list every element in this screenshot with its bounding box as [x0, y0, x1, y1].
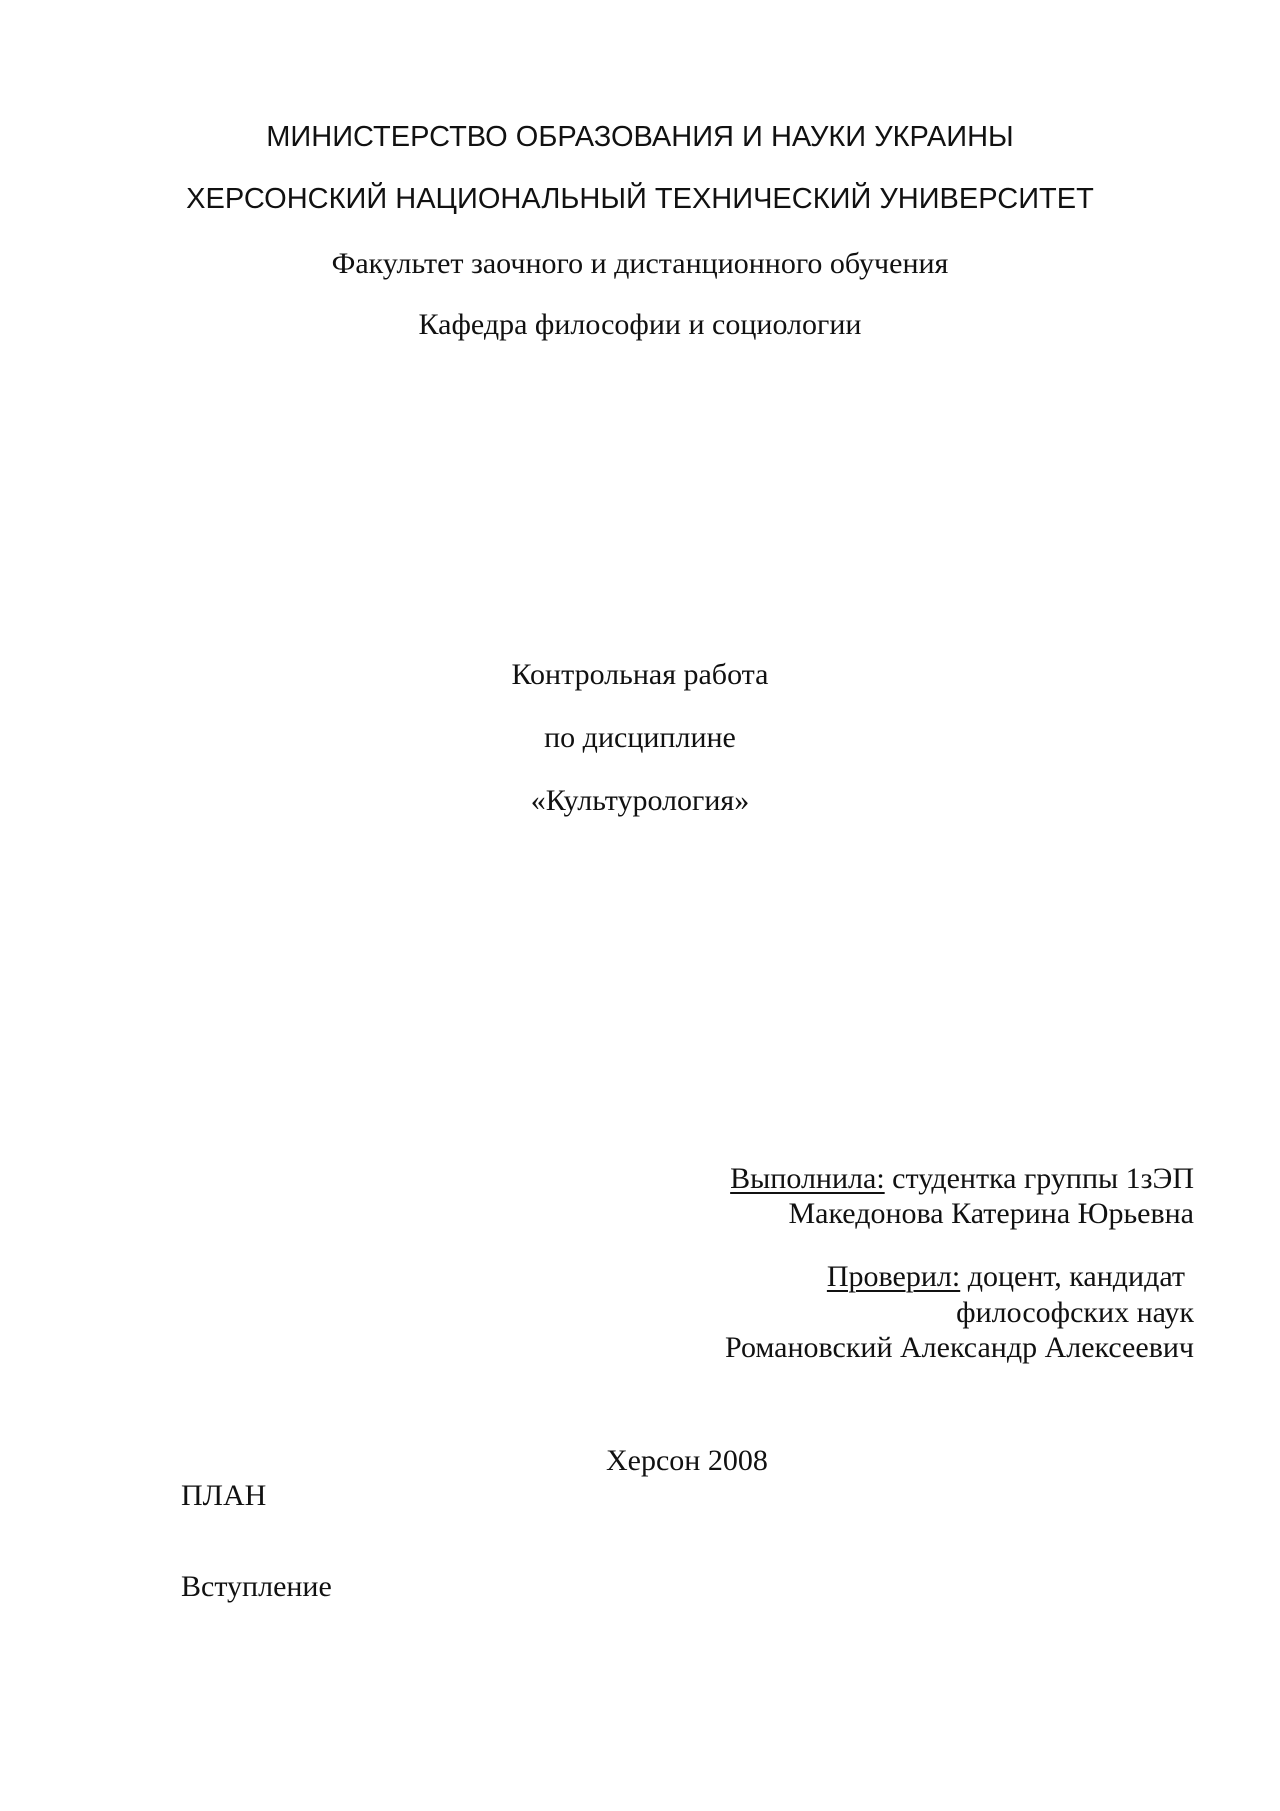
discipline-title: «Культурология» — [530, 784, 750, 817]
checker-label: Проверил: — [826, 1260, 961, 1293]
plan-heading: ПЛАН — [181, 1479, 267, 1512]
checker-name: Романовский Александр Алексеевич — [725, 1331, 1194, 1364]
checker-line — [827, 1262, 1185, 1292]
city-year: Херсон 2008 — [606, 1444, 768, 1477]
performer-line — [730, 1164, 1194, 1194]
discipline-prefix: по дисциплине — [544, 721, 736, 754]
checker-role-line1: доцент, кандидат — [967, 1260, 1185, 1293]
department-line: Кафедра философии и социологии — [418, 308, 862, 341]
performer-name: Македонова Катерина Юрьевна — [788, 1197, 1194, 1230]
performer-label: Выполнила: — [730, 1162, 885, 1195]
ministry-heading: МИНИСТЕРСТВО ОБРАЗОВАНИЯ И НАУКИ УКРАИНЫ — [266, 121, 1014, 153]
faculty-line: Факультет заочного и дистанционного обучения — [331, 247, 949, 280]
work-type: Контрольная работа — [511, 658, 769, 691]
performer-role: студентка группы 1зЭП — [892, 1162, 1194, 1195]
checker-role-line2: философских наук — [956, 1296, 1194, 1329]
plan-item-introduction: Вступление — [181, 1570, 332, 1603]
university-heading: ХЕРСОНСКИЙ НАЦИОНАЛЬНЫЙ ТЕХНИЧЕСКИЙ УНИВЕРСИТЕТ — [186, 183, 1094, 215]
